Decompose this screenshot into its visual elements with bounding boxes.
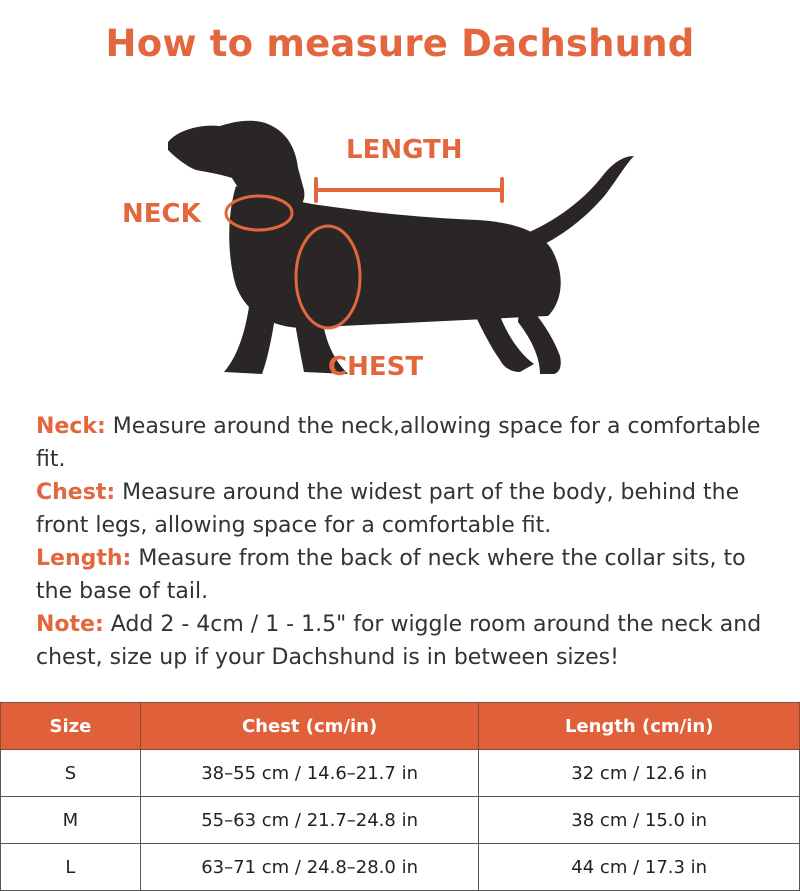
measurement-instructions: [36, 410, 776, 674]
cell-chest: 38–55 cm / 14.6–21.7 in: [140, 750, 479, 797]
header-size: Size: [1, 703, 141, 750]
dachshund-measure-figure: [0, 90, 800, 400]
length-instruction-key: Length:: [36, 546, 132, 571]
header-length: Length (cm/in): [479, 703, 800, 750]
cell-length: 38 cm / 15.0 in: [479, 797, 800, 844]
length-instruction: [36, 542, 776, 608]
cell-size: S: [1, 750, 141, 797]
cell-chest: 63–71 cm / 24.8–28.0 in: [140, 844, 479, 891]
chest-instruction-key: Chest:: [36, 480, 116, 505]
note-instruction: [36, 608, 776, 674]
cell-chest: 55–63 cm / 21.7–24.8 in: [140, 797, 479, 844]
length-measure-line: [316, 179, 502, 201]
table-row: [1, 750, 800, 797]
neck-label: NECK: [122, 199, 201, 229]
chest-instruction: [36, 476, 776, 542]
chest-label: CHEST: [328, 352, 424, 382]
length-instruction-text: Measure from the back of neck where the collar sits, to the base of tail.: [36, 546, 746, 604]
table-row: [1, 844, 800, 891]
cell-length: 44 cm / 17.3 in: [479, 844, 800, 891]
cell-length: 32 cm / 12.6 in: [479, 750, 800, 797]
chest-instruction-text: Measure around the widest part of the body, behind the front legs, allowing space for a comfortable fit.: [36, 480, 740, 538]
length-label: LENGTH: [346, 135, 463, 165]
cell-size: L: [1, 844, 141, 891]
neck-instruction-text: Measure around the neck,allowing space for a comfortable fit.: [36, 414, 761, 472]
table-row: [1, 797, 800, 844]
note-instruction-key: Note:: [36, 612, 104, 637]
page-title: How to measure Dachshund: [105, 22, 695, 65]
header-chest: Chest (cm/in): [140, 703, 479, 750]
neck-instruction: [36, 410, 776, 476]
note-instruction-text: Add 2 - 4cm / 1 - 1.5" for wiggle room around the neck and chest, size up if your Dachshund is in between sizes!: [36, 612, 762, 670]
size-chart-table: [0, 702, 800, 891]
neck-instruction-key: Neck:: [36, 414, 106, 439]
table-header-row: [1, 703, 800, 750]
dachshund-illustration: [0, 90, 800, 400]
cell-size: M: [1, 797, 141, 844]
